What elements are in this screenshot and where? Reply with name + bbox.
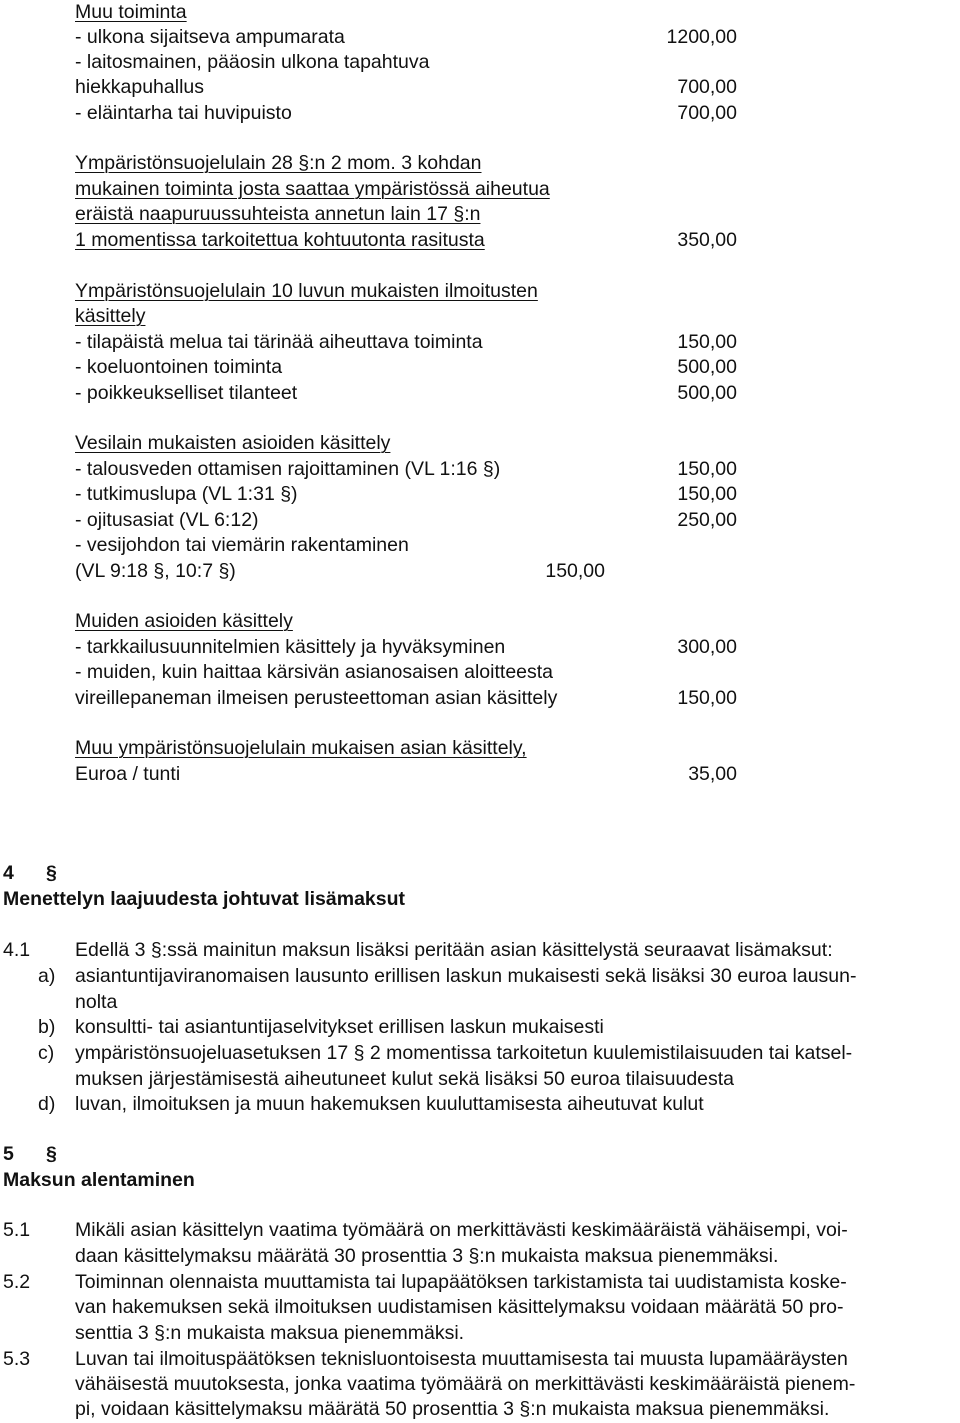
section4-c-line1: ympäristönsuojeluasetuksen 17 § 2 momentissa tarkoitetun kuulemistilaisuuden tai katsel-: [75, 1042, 853, 1064]
group1-item2-line1: - laitosmainen, pääosin ulkona tapahtuva: [75, 51, 430, 73]
section4-c-line2: muksen järjestämisestä aiheutuneet kulut sekä lisäksi 50 euroa tilaisuudesta: [75, 1068, 735, 1090]
section5-p2-num: 5.2: [3, 1271, 31, 1293]
group2-line3: eräistä naapuruussuhteista annetun lain 17 §:n: [75, 203, 481, 225]
group5-value1: 300,00: [677, 636, 737, 658]
group3-value3: 500,00: [677, 382, 737, 404]
group4-value2: 150,00: [677, 483, 737, 505]
group2-line1: Ympäristönsuojelulain 28 §:n 2 mom. 3 kohdan: [75, 152, 482, 174]
group3-item2: - koeluontoinen toiminta: [75, 356, 283, 378]
group6-line2: Euroa / tunti: [75, 763, 181, 785]
group1-item3: - eläintarha tai huvipuisto: [75, 102, 292, 124]
section4-c-label: c): [38, 1042, 55, 1064]
group4-item4-line1: - vesijohdon tai viemärin rakentaminen: [75, 534, 409, 556]
group3-value1: 150,00: [677, 331, 737, 353]
group5-item2-line2: vireillepaneman ilmeisen perusteettoman asian käsittely: [75, 687, 558, 709]
group2-line2: mukainen toiminta josta saattaa ympäristössä aiheutua: [75, 178, 550, 200]
group4-value1: 150,00: [677, 458, 737, 480]
group3-heading-line2: käsittely: [75, 305, 146, 327]
section5-p2-line3: senttia 3 §:n mukaista maksua pienemmäksi.: [75, 1322, 465, 1344]
section4-d-label: d): [38, 1093, 56, 1115]
section5-p1-num: 5.1: [3, 1219, 31, 1241]
group4-item3: - ojitusasiat (VL 6:12): [75, 509, 259, 531]
group3-item1: - tilapäistä melua tai tärinää aiheuttava toiminta: [75, 331, 483, 353]
section5-p2-line1: Toiminnan olennaista muuttamista tai lupapäätöksen tarkistamista tai uudistamista koske-: [75, 1271, 847, 1293]
section5-p1-line1: Mikäli asian käsittelyn vaatima työmäärä on merkittävästi keskimääräistä vähäisempi, voi-: [75, 1219, 848, 1241]
group4-heading: Vesilain mukaisten asioiden käsittely: [75, 432, 391, 454]
group2-line4: 1 momentissa tarkoitettua kohtuutonta rasitusta: [75, 229, 485, 251]
group5-value2: 150,00: [677, 687, 737, 709]
group6-value: 35,00: [688, 763, 737, 785]
group4-item4-line2: (VL 9:18 §, 10:7 §): [75, 560, 236, 582]
section4-p-num: 4.1: [3, 939, 31, 961]
section5-title: Maksun alentaminen: [3, 1169, 195, 1191]
group3-heading-line1: Ympäristönsuojelulain 10 luvun mukaisten ilmoitusten: [75, 280, 538, 302]
section5-p1-line2: daan käsittelymaksu määrätä 30 prosenttia 3 §:n mukaista maksua pienemmäksi.: [75, 1245, 779, 1267]
section4-sign: §: [46, 862, 57, 884]
section4-p-text: Edellä 3 §:ssä mainitun maksun lisäksi peritään asian käsittelystä seuraavat lisämaksut:: [75, 939, 833, 961]
group5-heading: Muiden asioiden käsittely: [75, 610, 293, 632]
group1-item2-line2: hiekkapuhallus: [75, 76, 205, 98]
group4-value3: 250,00: [677, 509, 737, 531]
group1-heading: Muu toiminta: [75, 1, 187, 23]
section4-d-line1: luvan, ilmoituksen ja muun hakemuksen kuuluttamisesta aiheutuvat kulut: [75, 1093, 704, 1115]
section5-p3-line1: Luvan tai ilmoituspäätöksen teknisluontoisesta muuttamisesta tai muusta lupamääräysten: [75, 1348, 848, 1370]
group1-value2: 700,00: [677, 76, 737, 98]
group5-item1: - tarkkailusuunnitelmien käsittely ja hyväksyminen: [75, 636, 506, 658]
group5-item2-line1: - muiden, kuin haittaa kärsivän asianosaisen aloitteesta: [75, 661, 554, 683]
section4-b-label: b): [38, 1016, 56, 1038]
section5-p3-line2: vähäisestä muutoksesta, jonka vaatima työmäärä on merkittävästi keskimääräistä pienem-: [75, 1373, 856, 1395]
group6-heading: Muu ympäristönsuojelulain mukaisen asian käsittely,: [75, 737, 527, 759]
group2-value: 350,00: [677, 229, 737, 251]
section4-a-line1: asiantuntijaviranomaisen lausunto erillisen laskun mukaisesti sekä lisäksi 30 euroa lausun-: [75, 965, 857, 987]
group3-item3: - poikkeukselliset tilanteet: [75, 382, 298, 404]
section5-sign: §: [46, 1143, 57, 1165]
section5-number: 5: [3, 1143, 14, 1165]
group4-value4: 150,00: [545, 560, 605, 582]
group3-value2: 500,00: [677, 356, 737, 378]
section4-a-line2: nolta: [75, 991, 118, 1013]
group1-value3: 700,00: [677, 102, 737, 124]
section5-p2-line2: van hakemuksen sekä ilmoituksen uudistamisen käsittelymaksu voidaan määrätä 50 pro-: [75, 1296, 844, 1318]
section4-title: Menettelyn laajuudesta johtuvat lisämaksut: [3, 888, 406, 910]
group1-item1: - ulkona sijaitseva ampumarata: [75, 26, 345, 48]
section4-a-label: a): [38, 965, 56, 987]
group4-item1: - talousveden ottamisen rajoittaminen (VL 1:16 §): [75, 458, 501, 480]
section5-p3-num: 5.3: [3, 1348, 31, 1370]
group4-item2: - tutkimuslupa (VL 1:31 §): [75, 483, 298, 505]
section4-b-line1: konsultti- tai asiantuntijaselvitykset erillisen laskun mukaisesti: [75, 1016, 604, 1038]
section4-number: 4: [3, 862, 14, 884]
group1-value1: 1200,00: [666, 26, 737, 48]
section5-p3-line3: pi, voidaan käsittelymaksu määrätä 50 prosenttia 3 §:n mukaista maksua pienemmäksi.: [75, 1398, 830, 1420]
